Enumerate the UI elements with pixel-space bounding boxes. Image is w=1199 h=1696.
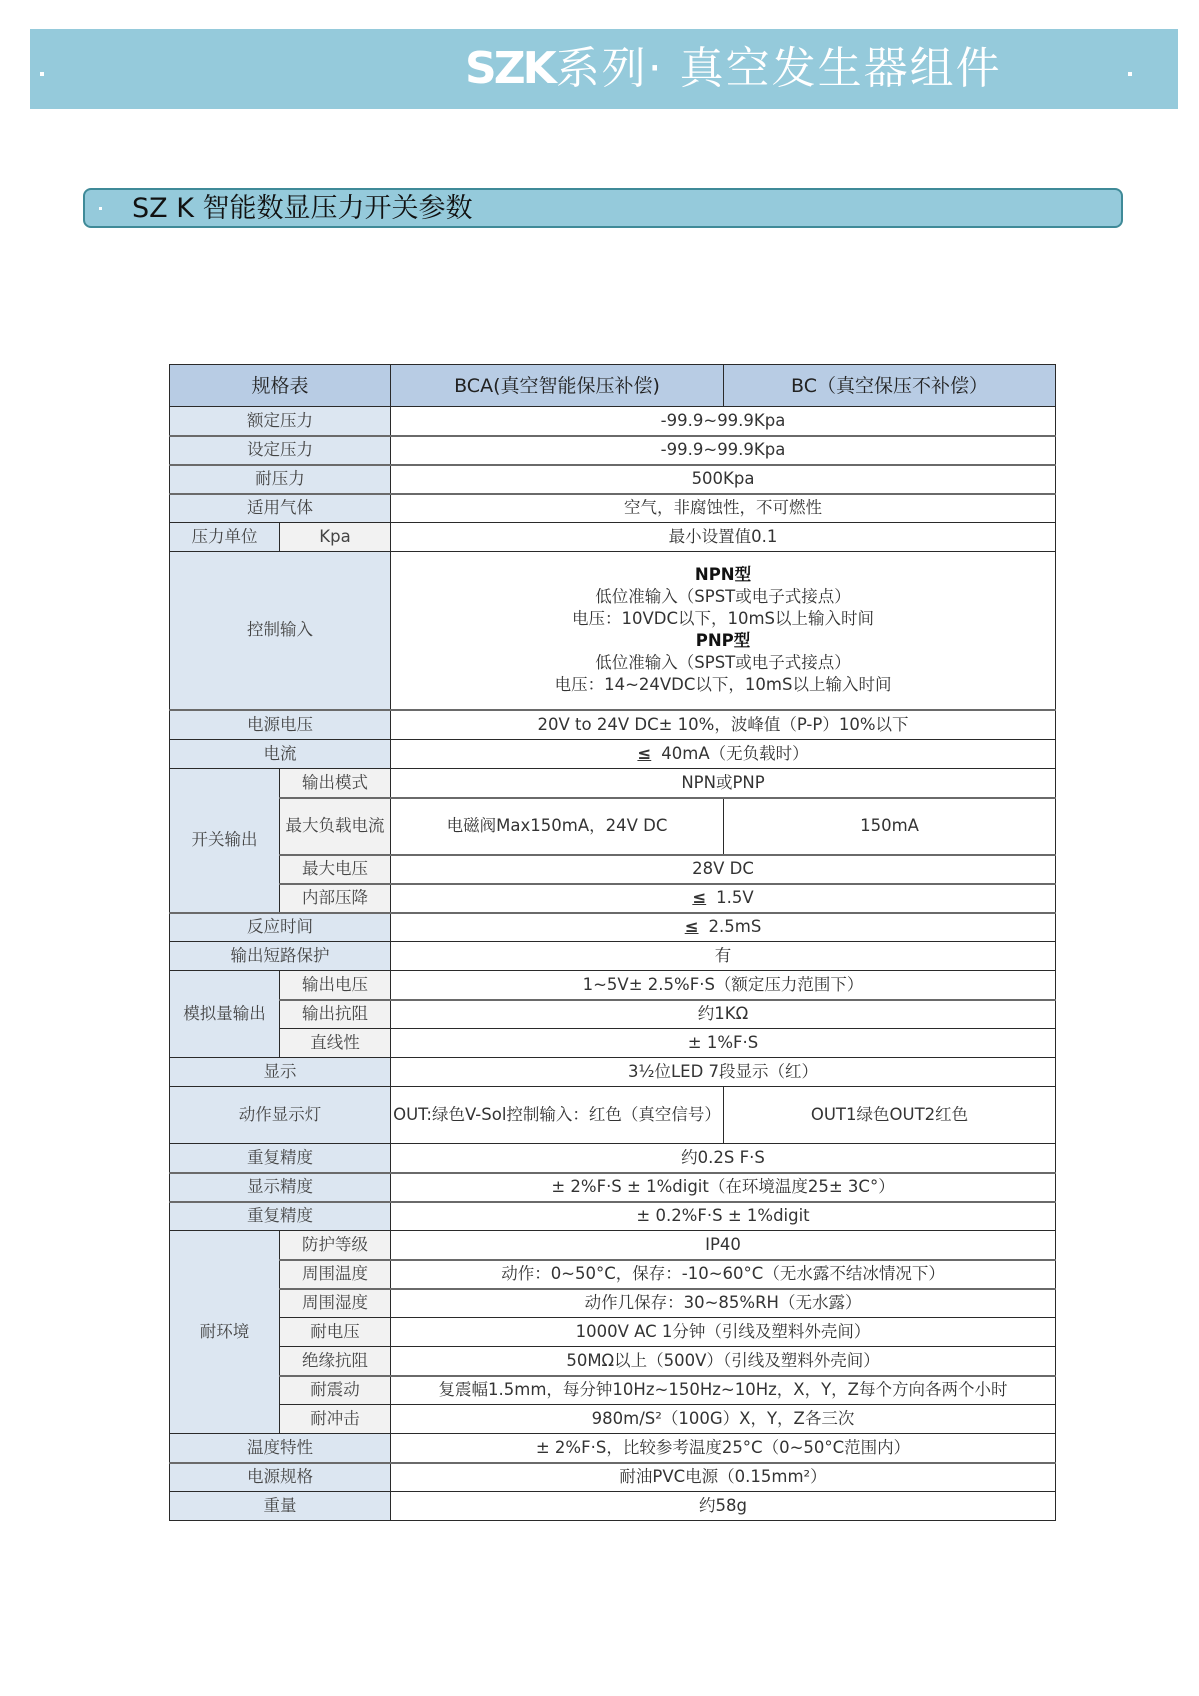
table-row <box>170 1289 1056 1318</box>
row-label: 电流 <box>170 740 391 769</box>
npn-title: NPN型 <box>694 565 752 585</box>
header-bc: BC（真空保压不补偿） <box>724 365 1056 407</box>
control-input-value <box>391 552 1056 710</box>
row-sublabel: 周围湿度 <box>280 1289 391 1318</box>
less-equal-symbol: ≤ <box>637 744 652 763</box>
row-sublabel: 输出电压 <box>280 971 391 1000</box>
row-sublabel: 耐冲击 <box>280 1405 391 1434</box>
npn-line-2: 电压：10VDC以下，10mS以上输入时间 <box>571 609 875 629</box>
row-value: 约0.2S F·S <box>391 1144 1056 1173</box>
table-row <box>170 1463 1056 1492</box>
row-label: 设定压力 <box>170 436 391 465</box>
row-label: 反应时间 <box>170 913 391 942</box>
row-value: -99.9~99.9Kpa <box>391 407 1056 436</box>
drop-value: 1.5V <box>716 888 754 907</box>
row-value-bca: 电磁阀Max150mA，24V DC <box>391 798 724 855</box>
row-sublabel: 周围温度 <box>280 1260 391 1289</box>
table-row <box>170 407 1056 436</box>
row-value: ± 1%F·S <box>391 1029 1056 1058</box>
section-banner <box>83 188 1123 228</box>
row-value-bca: OUT:绿色V-Sol控制输入：红色（真空信号） <box>391 1087 724 1144</box>
banner-dot-left <box>40 72 44 76</box>
row-value: 1000V AC 1分钟（引线及塑料外壳间） <box>391 1318 1056 1347</box>
group-label-analog-output: 模拟量输出 <box>170 971 280 1058</box>
row-value: 3½位LED 7段显示（红） <box>391 1058 1056 1087</box>
row-label: 重复精度 <box>170 1202 391 1231</box>
row-value: 动作几保存：30~85%RH（无水露） <box>391 1289 1056 1318</box>
row-label: 显示精度 <box>170 1173 391 1202</box>
table-row <box>170 1318 1056 1347</box>
row-label: 适用气体 <box>170 494 391 523</box>
row-label: 额定压力 <box>170 407 391 436</box>
row-value: IP40 <box>391 1231 1056 1260</box>
table-row <box>170 884 1056 913</box>
row-sublabel: 耐电压 <box>280 1318 391 1347</box>
table-row <box>170 798 1056 855</box>
table-row <box>170 1000 1056 1029</box>
table-header-row <box>170 365 1056 407</box>
row-value: NPN或PNP <box>391 769 1056 798</box>
table-row <box>170 1173 1056 1202</box>
row-sublabel: 最大负载电流 <box>280 798 391 855</box>
row-sublabel: 内部压降 <box>280 884 391 913</box>
row-label: 压力单位 <box>170 523 280 552</box>
table-row <box>170 942 1056 971</box>
brand-name: SZK <box>465 43 554 94</box>
table-row <box>170 1260 1056 1289</box>
row-sublabel: 防护等级 <box>280 1231 391 1260</box>
table-row <box>170 1347 1056 1376</box>
row-label: 输出短路保护 <box>170 942 391 971</box>
row-value <box>391 884 1056 913</box>
row-value: 约58g <box>391 1492 1056 1521</box>
pnp-line-2: 电压：14~24VDC以下，10mS以上输入时间 <box>554 675 892 695</box>
row-value-bc: 150mA <box>724 798 1056 855</box>
group-label-switch-output: 开关输出 <box>170 769 280 913</box>
row-label: 电源电压 <box>170 710 391 740</box>
header-bca: BCA(真空智能保压补偿) <box>391 365 724 407</box>
row-value: 1~5V± 2.5%F·S（额定压力范围下） <box>391 971 1056 1000</box>
table-row <box>170 1029 1056 1058</box>
row-value: 最小设置值0.1 <box>391 523 1056 552</box>
table-row <box>170 1087 1056 1144</box>
table-row <box>170 769 1056 798</box>
row-value <box>391 913 1056 942</box>
table-row <box>170 465 1056 494</box>
table-row <box>170 913 1056 942</box>
table-row <box>170 1202 1056 1231</box>
row-value: -99.9~99.9Kpa <box>391 436 1056 465</box>
row-value: ± 2%F·S ± 1%digit（在环境温度25± 3C°） <box>391 1173 1056 1202</box>
table-row <box>170 1405 1056 1434</box>
row-value: 有 <box>391 942 1056 971</box>
banner-dot-right <box>1128 72 1132 76</box>
page-title <box>465 41 1002 97</box>
response-value: 2.5mS <box>708 917 762 937</box>
table-row <box>170 523 1056 552</box>
pnp-title: PNP型 <box>695 631 751 651</box>
top-banner <box>30 29 1178 109</box>
row-value: 500Kpa <box>391 465 1056 494</box>
table-row <box>170 740 1056 769</box>
table-row <box>170 710 1056 740</box>
current-value: 40mA（无负载时） <box>661 744 809 763</box>
pnp-line-1: 低位准输入（SPST或电子式接点） <box>595 653 851 673</box>
row-sublabel: 耐震动 <box>280 1376 391 1405</box>
row-label: 电源规格 <box>170 1463 391 1492</box>
row-sublabel: 绝缘抗阻 <box>280 1347 391 1376</box>
row-value: 980m/S²（100G）X，Y，Z各三次 <box>391 1405 1056 1434</box>
row-value <box>391 740 1056 769</box>
row-value: ± 2%F·S，比较参考温度25°C（0~50°C范围内） <box>391 1434 1056 1463</box>
row-unit: Kpa <box>280 523 391 552</box>
table-row <box>170 1058 1056 1087</box>
row-label: 温度特性 <box>170 1434 391 1463</box>
table-row <box>170 1434 1056 1463</box>
row-value: 28V DC <box>391 855 1056 884</box>
row-sublabel: 输出抗阻 <box>280 1000 391 1029</box>
table-row <box>170 494 1056 523</box>
npn-line-1: 低位准输入（SPST或电子式接点） <box>595 587 851 607</box>
section-dot-left <box>99 207 102 210</box>
less-equal-symbol: ≤ <box>692 888 707 907</box>
row-value: 50MΩ以上（500V）（引线及塑料外壳间） <box>391 1347 1056 1376</box>
row-label: 显示 <box>170 1058 391 1087</box>
row-value: 耐油PVC电源（0.15mm²） <box>391 1463 1056 1492</box>
row-value: 20V to 24V DC± 10%，波峰值（P-P）10%以下 <box>391 710 1056 740</box>
table-row <box>170 1144 1056 1173</box>
table-row <box>170 1376 1056 1405</box>
row-label: 耐压力 <box>170 465 391 494</box>
row-sublabel: 直线性 <box>280 1029 391 1058</box>
page-title-text: 系列· 真空发生器组件 <box>555 43 1002 94</box>
row-value: 空气，非腐蚀性，不可燃性 <box>391 494 1056 523</box>
table-row <box>170 1231 1056 1260</box>
row-value: 复震幅1.5mm，每分钟10Hz~150Hz~10Hz，X，Y，Z每个方向各两个小时 <box>391 1376 1056 1405</box>
row-label: 重复精度 <box>170 1144 391 1173</box>
spec-table <box>169 364 1056 1521</box>
row-sublabel: 输出模式 <box>280 769 391 798</box>
table-row <box>170 552 1056 710</box>
table-row <box>170 1492 1056 1521</box>
table-row <box>170 971 1056 1000</box>
row-sublabel: 最大电压 <box>280 855 391 884</box>
group-label-environment: 耐环境 <box>170 1231 280 1434</box>
less-equal-symbol: ≤ <box>684 917 699 937</box>
header-spec-label: 规格表 <box>170 365 391 407</box>
row-value: 动作：0~50°C，保存：-10~60°C（无水露不结冰情况下） <box>391 1260 1056 1289</box>
table-row <box>170 855 1056 884</box>
row-label: 控制输入 <box>170 552 391 710</box>
row-label: 动作显示灯 <box>170 1087 391 1144</box>
row-value-bc: OUT1绿色OUT2红色 <box>724 1087 1056 1144</box>
section-title: SZ K 智能数显压力开关参数 <box>132 193 473 224</box>
row-value: ± 0.2%F·S ± 1%digit <box>391 1202 1056 1231</box>
table-row <box>170 436 1056 465</box>
row-label: 重量 <box>170 1492 391 1521</box>
row-value: 约1KΩ <box>391 1000 1056 1029</box>
